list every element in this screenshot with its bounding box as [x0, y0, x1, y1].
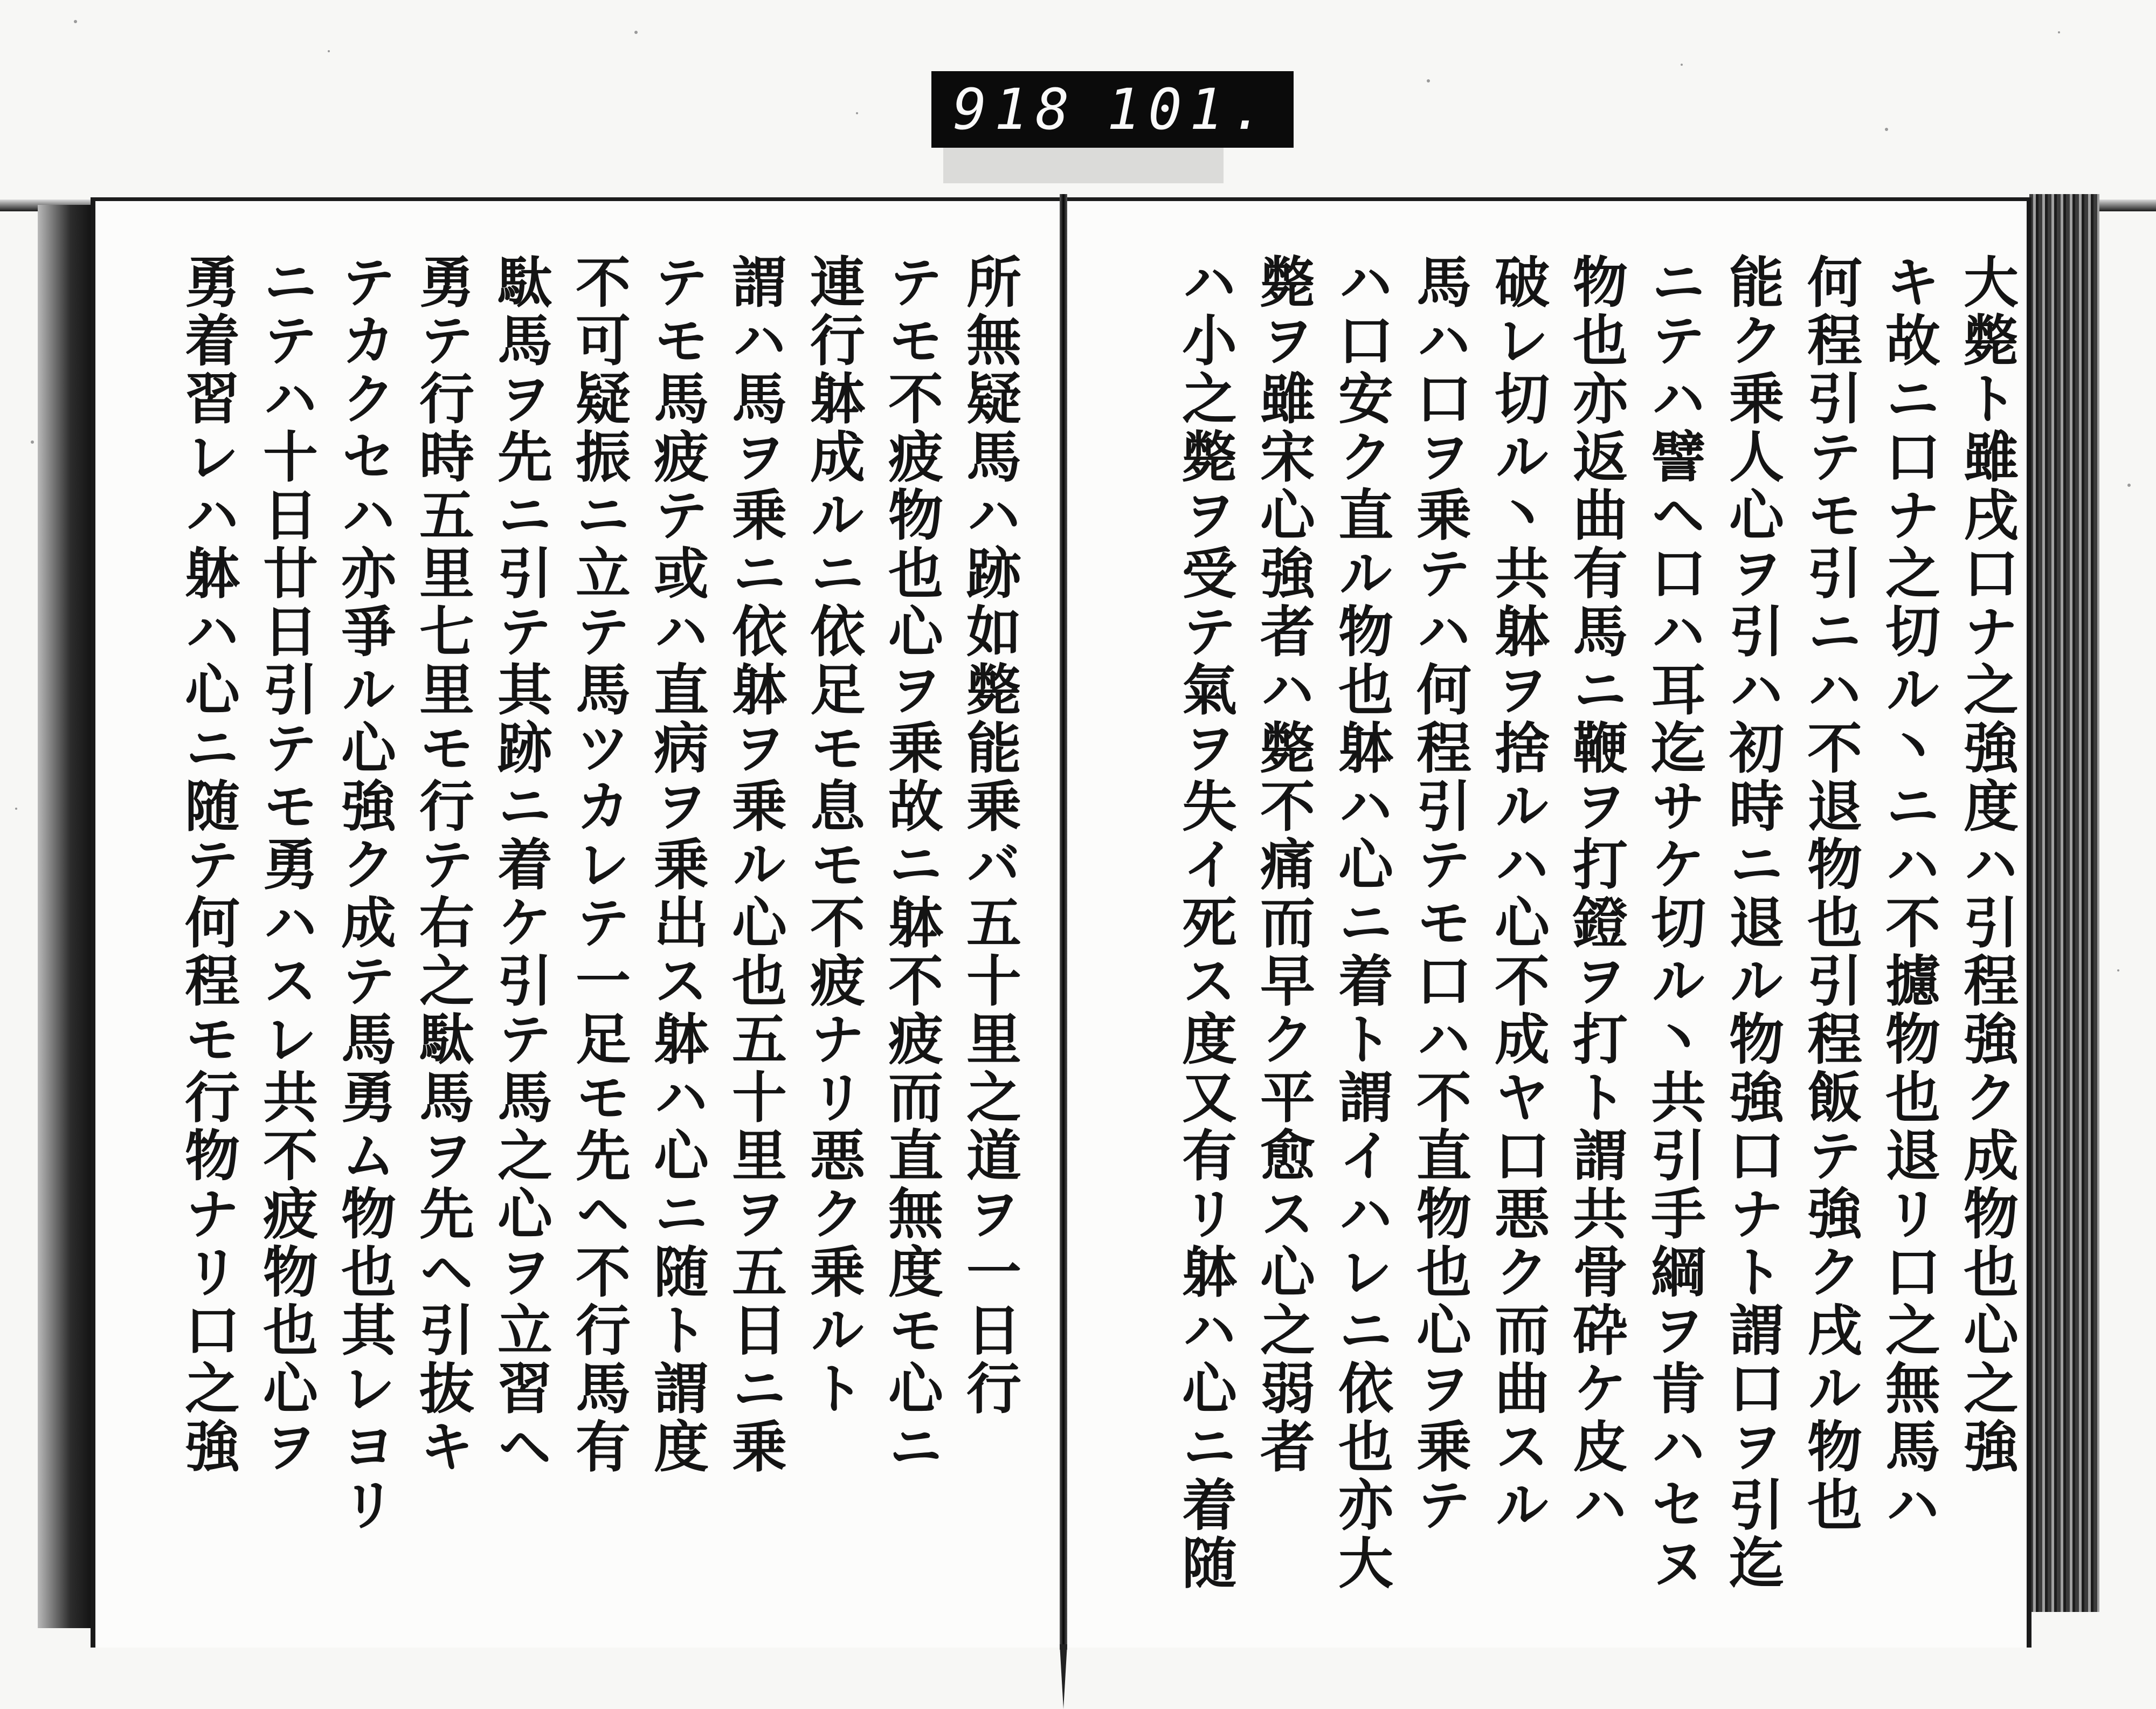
page-number: 101. [1107, 77, 1272, 142]
text-line: テモ不疲物也心ヲ乗故ニ躰不疲而直無度モ心ニ [879, 253, 944, 1476]
right-page-text [1097, 253, 2024, 1593]
text-line: ハ小之斃ヲ受テ氣ヲ失イ死ス度又有リ躰ハ心ニ着随 [1173, 253, 1238, 1593]
microfilm-frame-label [931, 71, 1294, 148]
text-line: 不可疑振ニ立テ馬ツカレテ一足モ先ヘ不行馬有 [566, 253, 631, 1476]
text-line: キ故ニ口ナ之切ル丶ニハ不攄物也退リ口之無馬ハ [1876, 253, 1941, 1534]
text-line: テカクセハ亦爭ル心強ク成テ馬勇ム物也其レヨリ [332, 253, 397, 1534]
frame-number: 918 [953, 77, 1077, 142]
text-line: 何程引テモ引ニハ不退物也引程飯テ強ク戌ル物也 [1798, 253, 1863, 1534]
text-line: ニテハ譬ヘ口ハ耳迄サケ切ル丶共引手綱ヲ肯ハセヌ [1642, 253, 1706, 1593]
text-line: 大斃ト雖戌口ナ之強度ハ引程強ク成物也心之強 [1954, 253, 2019, 1476]
text-line: 能ク乗人心ヲ引ハ初時ニ退ル物強口ナト謂口ヲ引迄 [1720, 253, 1785, 1593]
gutter-shadow [1060, 1644, 1067, 1709]
text-line: テモ馬疲テ或ハ直病ヲ乗出ス躰ハ心ニ随ト謂度 [645, 253, 709, 1476]
text-line: 所無疑馬ハ跡如斃能乗バ五十里之道ヲ一日行 [957, 253, 1022, 1418]
text-line: 勇テ行時五里七里モ行テ右之駄馬ヲ先ヘ引抜キ [410, 253, 475, 1476]
text-line: 謂ハ馬ヲ乗ニ依躰ヲ乗ル心也五十里ヲ五日ニ乗 [723, 253, 787, 1476]
text-line: 破レ切ル丶共躰ヲ捨ルハ心不成ヤ口悪ク而曲スル [1485, 253, 1550, 1534]
text-line: ハ口安ク直ル物也躰ハ心ニ着ト謂イハレニ依也亦大 [1329, 253, 1394, 1593]
text-line: 物也亦返曲有馬ニ鞭ヲ打鐙ヲ打ト謂共骨砕ケ皮ハ [1564, 253, 1628, 1534]
book-gutter [1060, 194, 1067, 1650]
text-line: 斃ヲ雖宋心強者ハ斃不痛而早ク平愈ス心之弱者 [1251, 253, 1316, 1476]
text-line: 勇着習レハ躰ハ心ニ随テ何程モ行物ナリ口之強 [176, 253, 240, 1476]
text-line: 馬ハ口ヲ乗テハ何程引テモ口ハ不直物也心ヲ乗テ [1407, 253, 1472, 1534]
text-line: 連行躰成ルニ依足モ息モ不疲ナリ悪ク乗ルト [801, 253, 866, 1418]
text-line: 駄馬ヲ先ニ引テ其跡ニ着ケ引テ馬之心ヲ立習ヘ [488, 253, 553, 1476]
left-page-edges [38, 205, 97, 1628]
text-line: ニテハ十日廿日引テモ勇ハスレ共不疲物也心ヲ [254, 253, 319, 1476]
left-page-text [116, 253, 1032, 1534]
right-page-edges [2029, 194, 2099, 1612]
